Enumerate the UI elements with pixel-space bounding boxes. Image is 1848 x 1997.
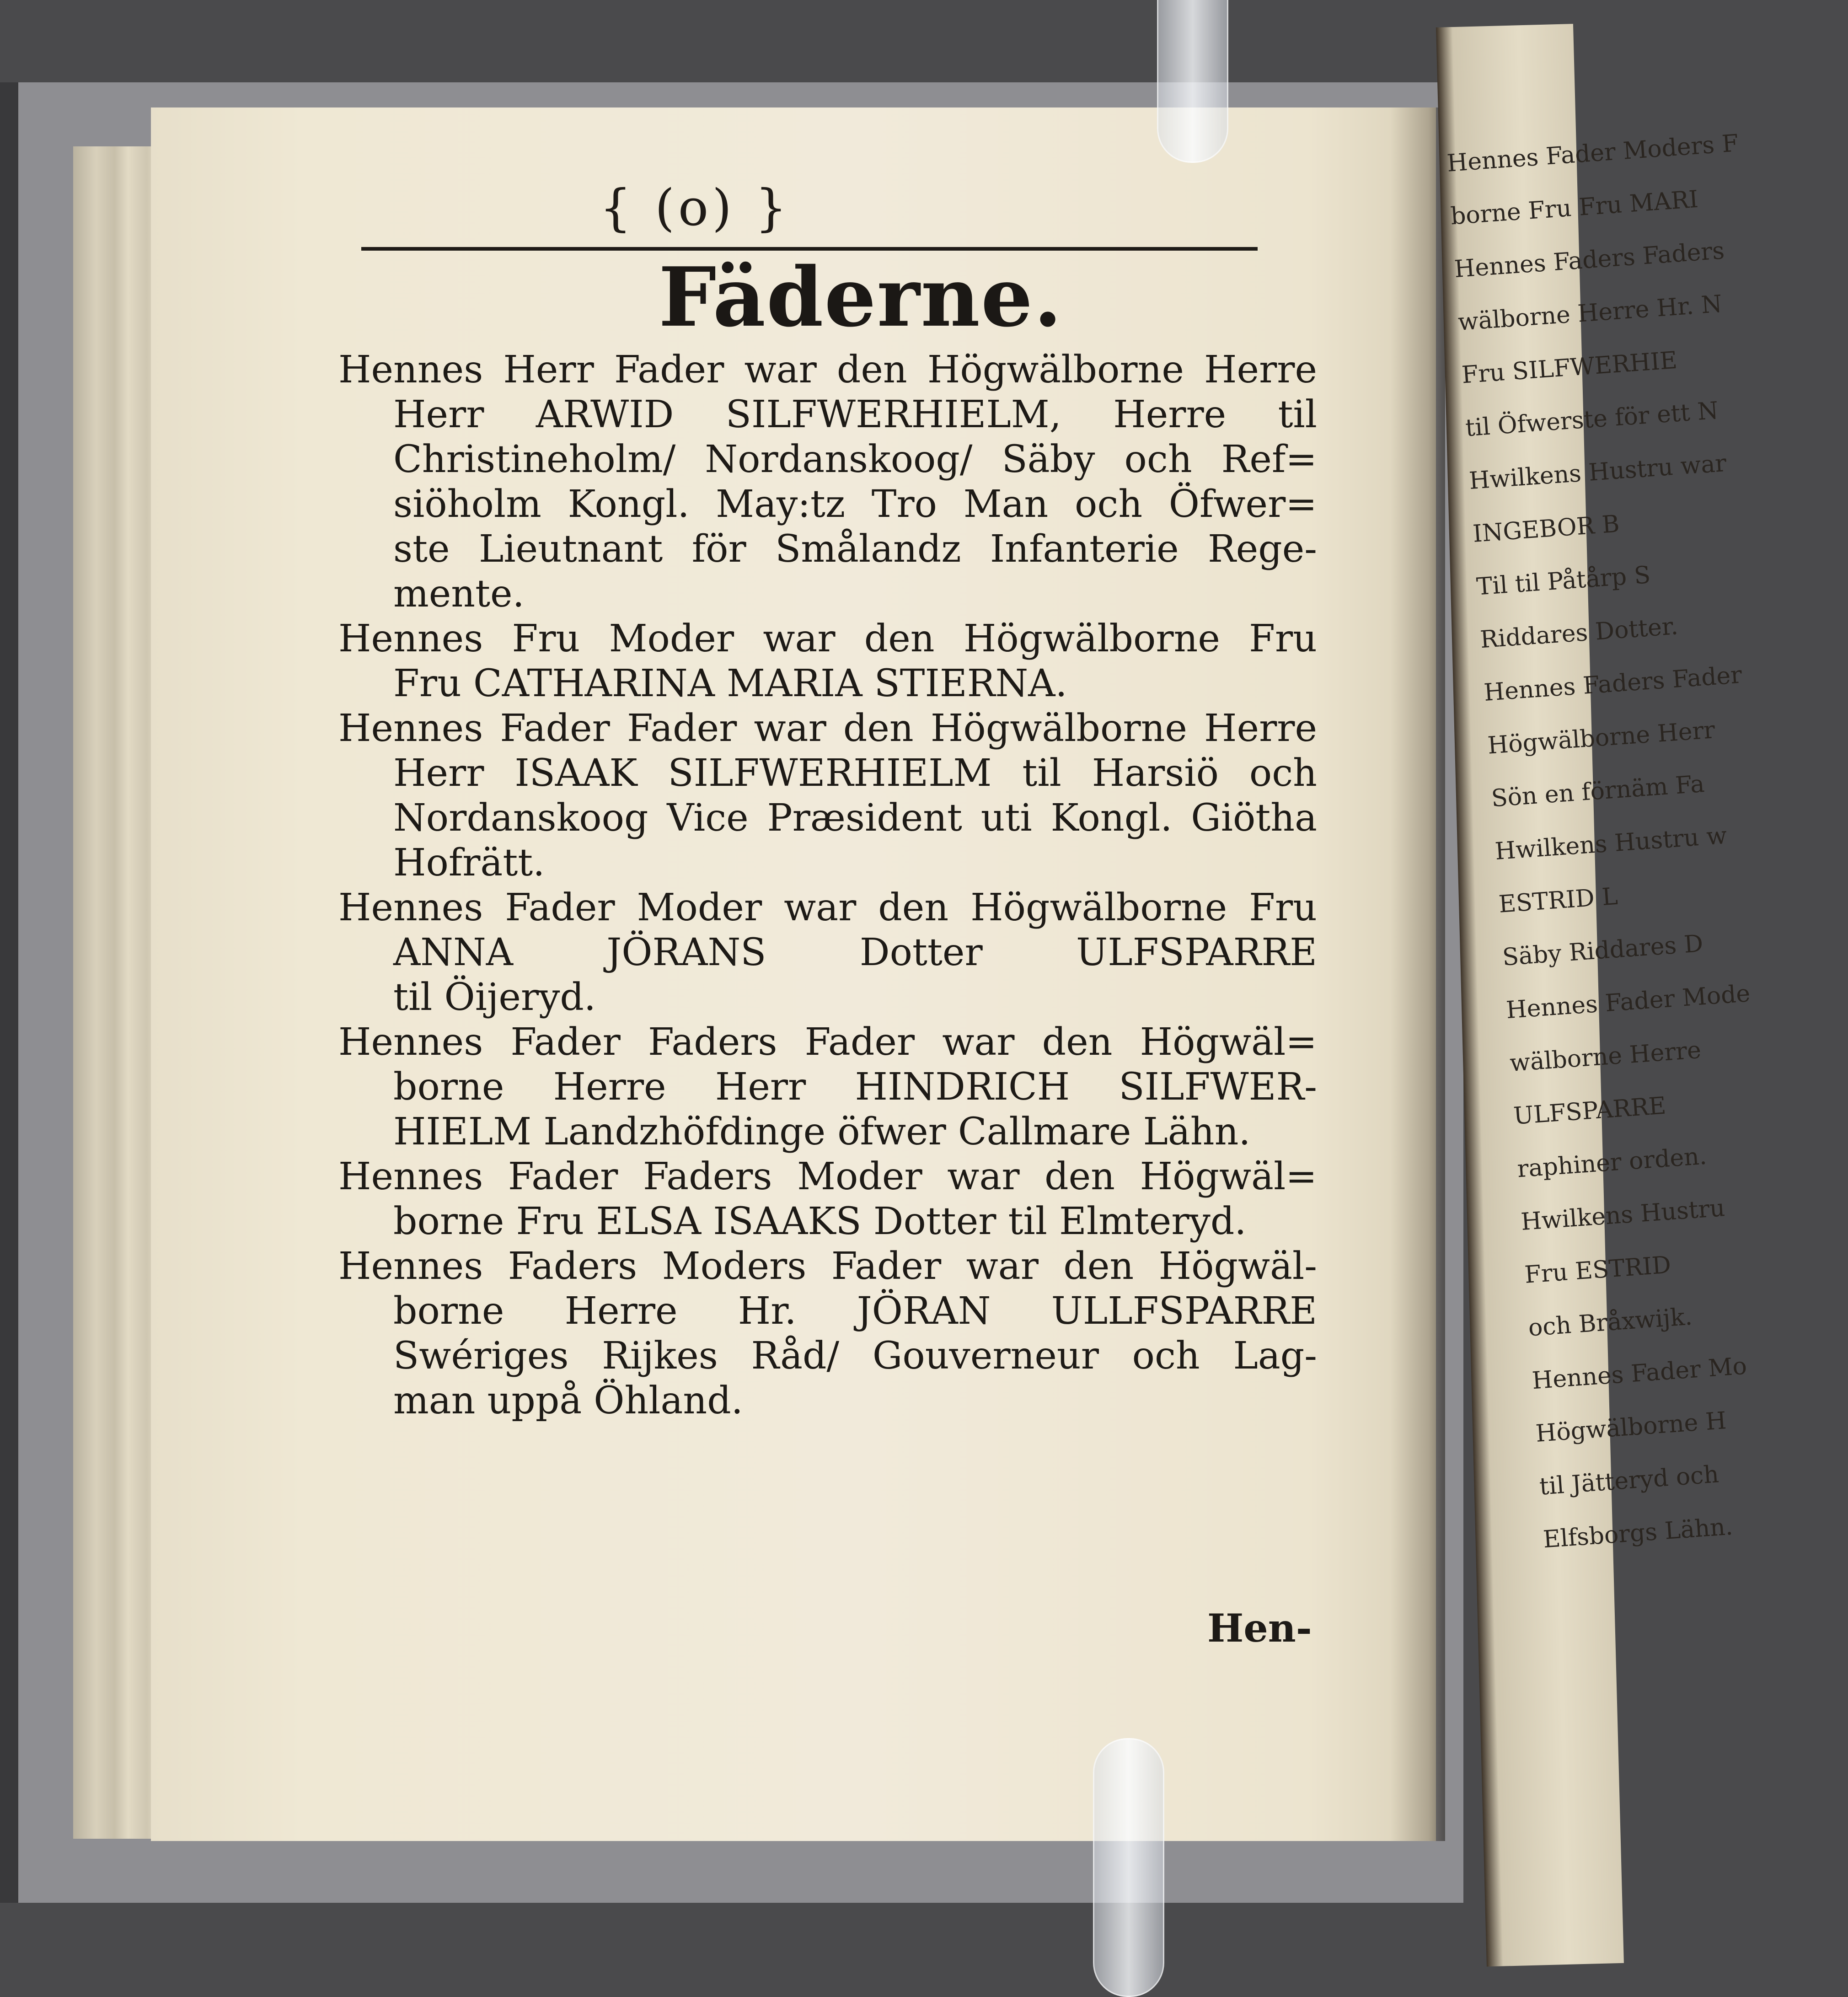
facing-page-line: Hennes Fader Mo <box>1531 1352 1748 1395</box>
scanner-backing-edge <box>0 82 18 1903</box>
text-line: Herr ISAAK SILFWERHIELM til Harsiö och <box>393 752 1317 795</box>
text-line: Hennes Fader Fader war den Högwälborne Herre <box>338 707 1317 750</box>
genealogy-text <box>338 348 1317 1423</box>
facing-page-line: Hwilkens Hustru war <box>1468 449 1728 495</box>
text-line: ANNA JÖRANS Dotter ULFSPARRE <box>393 931 1317 974</box>
facing-page-line: Hennes Faders Fader <box>1483 661 1743 707</box>
section-title: Fäderne. <box>659 249 1063 345</box>
facing-page-line: wälborne Herre <box>1509 1036 1702 1077</box>
facing-page-line: Hwilkens Hustru w <box>1494 821 1728 866</box>
text-line: Christineholm/ Nordanskoog/ Säby och Ref= <box>393 438 1317 481</box>
text-line: Nordanskoog Vice Præsident uti Kongl. Giötha <box>393 796 1317 840</box>
facing-page-line: Riddares Dotter. <box>1479 612 1679 654</box>
book-gutter <box>1390 107 1445 1841</box>
facing-page-line: wälborne Herre Hr. N <box>1457 290 1723 336</box>
facing-page-line: til Öfwerste för ett N <box>1464 397 1719 442</box>
text-line: Hennes Fader Faders Moder war den Högwäl= <box>338 1155 1317 1198</box>
text-line: Hennes Fru Moder war den Högwälborne Fru <box>338 617 1317 660</box>
facing-page-line: Fru ESTRID <box>1523 1251 1672 1289</box>
facing-page-line: Fru SILFWERHIE <box>1461 346 1678 389</box>
facing-page-line: Sön en förnäm Fa <box>1490 770 1706 813</box>
text-line: Hennes Fader Faders Fader war den Högwäl= <box>338 1020 1317 1064</box>
facing-page-line: Hennes Faders Faders <box>1453 237 1725 284</box>
facing-page-line: INGEBOR B <box>1472 510 1621 548</box>
text-line: Hofrätt. <box>393 841 545 885</box>
header-ornament: { (o) } <box>600 178 791 237</box>
text-line: Herr ARWID SILFWERHIELM, Herre til <box>393 393 1317 436</box>
facing-page-line: Säby Riddares D <box>1501 930 1704 972</box>
facing-page-line: Hennes Fader Moders F <box>1446 129 1740 177</box>
text-line: Hennes Faders Moders Fader war den Högwäl- <box>338 1245 1317 1288</box>
page-header <box>338 178 1052 237</box>
text-line: siöholm Kongl. May:tz Tro Man och Öfwer= <box>393 483 1317 526</box>
facing-page-line: til Jätteryd och <box>1538 1460 1720 1501</box>
text-line: man uppå Öhland. <box>393 1379 743 1423</box>
facing-page-line: Hwilkens Hustru <box>1520 1194 1726 1236</box>
facing-page-line: raphiner orden. <box>1516 1142 1708 1183</box>
text-line: ste Lieutnant för Smålandz Infanterie Rege- <box>393 527 1317 571</box>
text-line: Hennes Herr Fader war den Högwälborne Herre <box>338 348 1317 392</box>
text-line: borne Herre Herr HINDRICH SILFWER- <box>393 1065 1317 1109</box>
text-line: mente. <box>393 572 525 616</box>
text-line: borne Herre Hr. JÖRAN ULLFSPARRE <box>393 1289 1317 1333</box>
text-line: Swériges Rijkes Råd/ Gouverneur och Lag- <box>393 1334 1317 1378</box>
facing-page-line: och Bråxwijk. <box>1527 1303 1693 1342</box>
facing-page-line: Elfsborgs Lähn. <box>1542 1513 1734 1554</box>
text-line: HIELM Landzhöfdinge öfwer Callmare Lähn. <box>393 1110 1251 1154</box>
page-clip-bottom <box>1093 1738 1164 1997</box>
page-clip-top <box>1157 0 1228 163</box>
text-line: Hennes Fader Moder war den Högwälborne Fru <box>338 886 1317 929</box>
catchword: Hen- <box>1207 1605 1312 1651</box>
facing-page-line: Til til Påtårp S <box>1475 561 1651 601</box>
text-line: til Öijeryd. <box>393 976 596 1019</box>
facing-page-line: ULFSPARRE <box>1512 1092 1667 1130</box>
facing-page-line: Högwälborne Herr <box>1486 716 1716 760</box>
facing-page-line: Högwälborne H <box>1535 1407 1728 1448</box>
text-line: Fru CATHARINA MARIA STIERNA. <box>393 662 1067 705</box>
text-line: borne Fru ELSA ISAAKS Dotter til Elmteryd. <box>393 1200 1247 1243</box>
facing-page-line: borne Fru Fru MARI <box>1450 185 1699 231</box>
facing-page-line: ESTRID L <box>1498 882 1619 918</box>
facing-page-line: Hennes Fader Mode <box>1505 980 1752 1025</box>
